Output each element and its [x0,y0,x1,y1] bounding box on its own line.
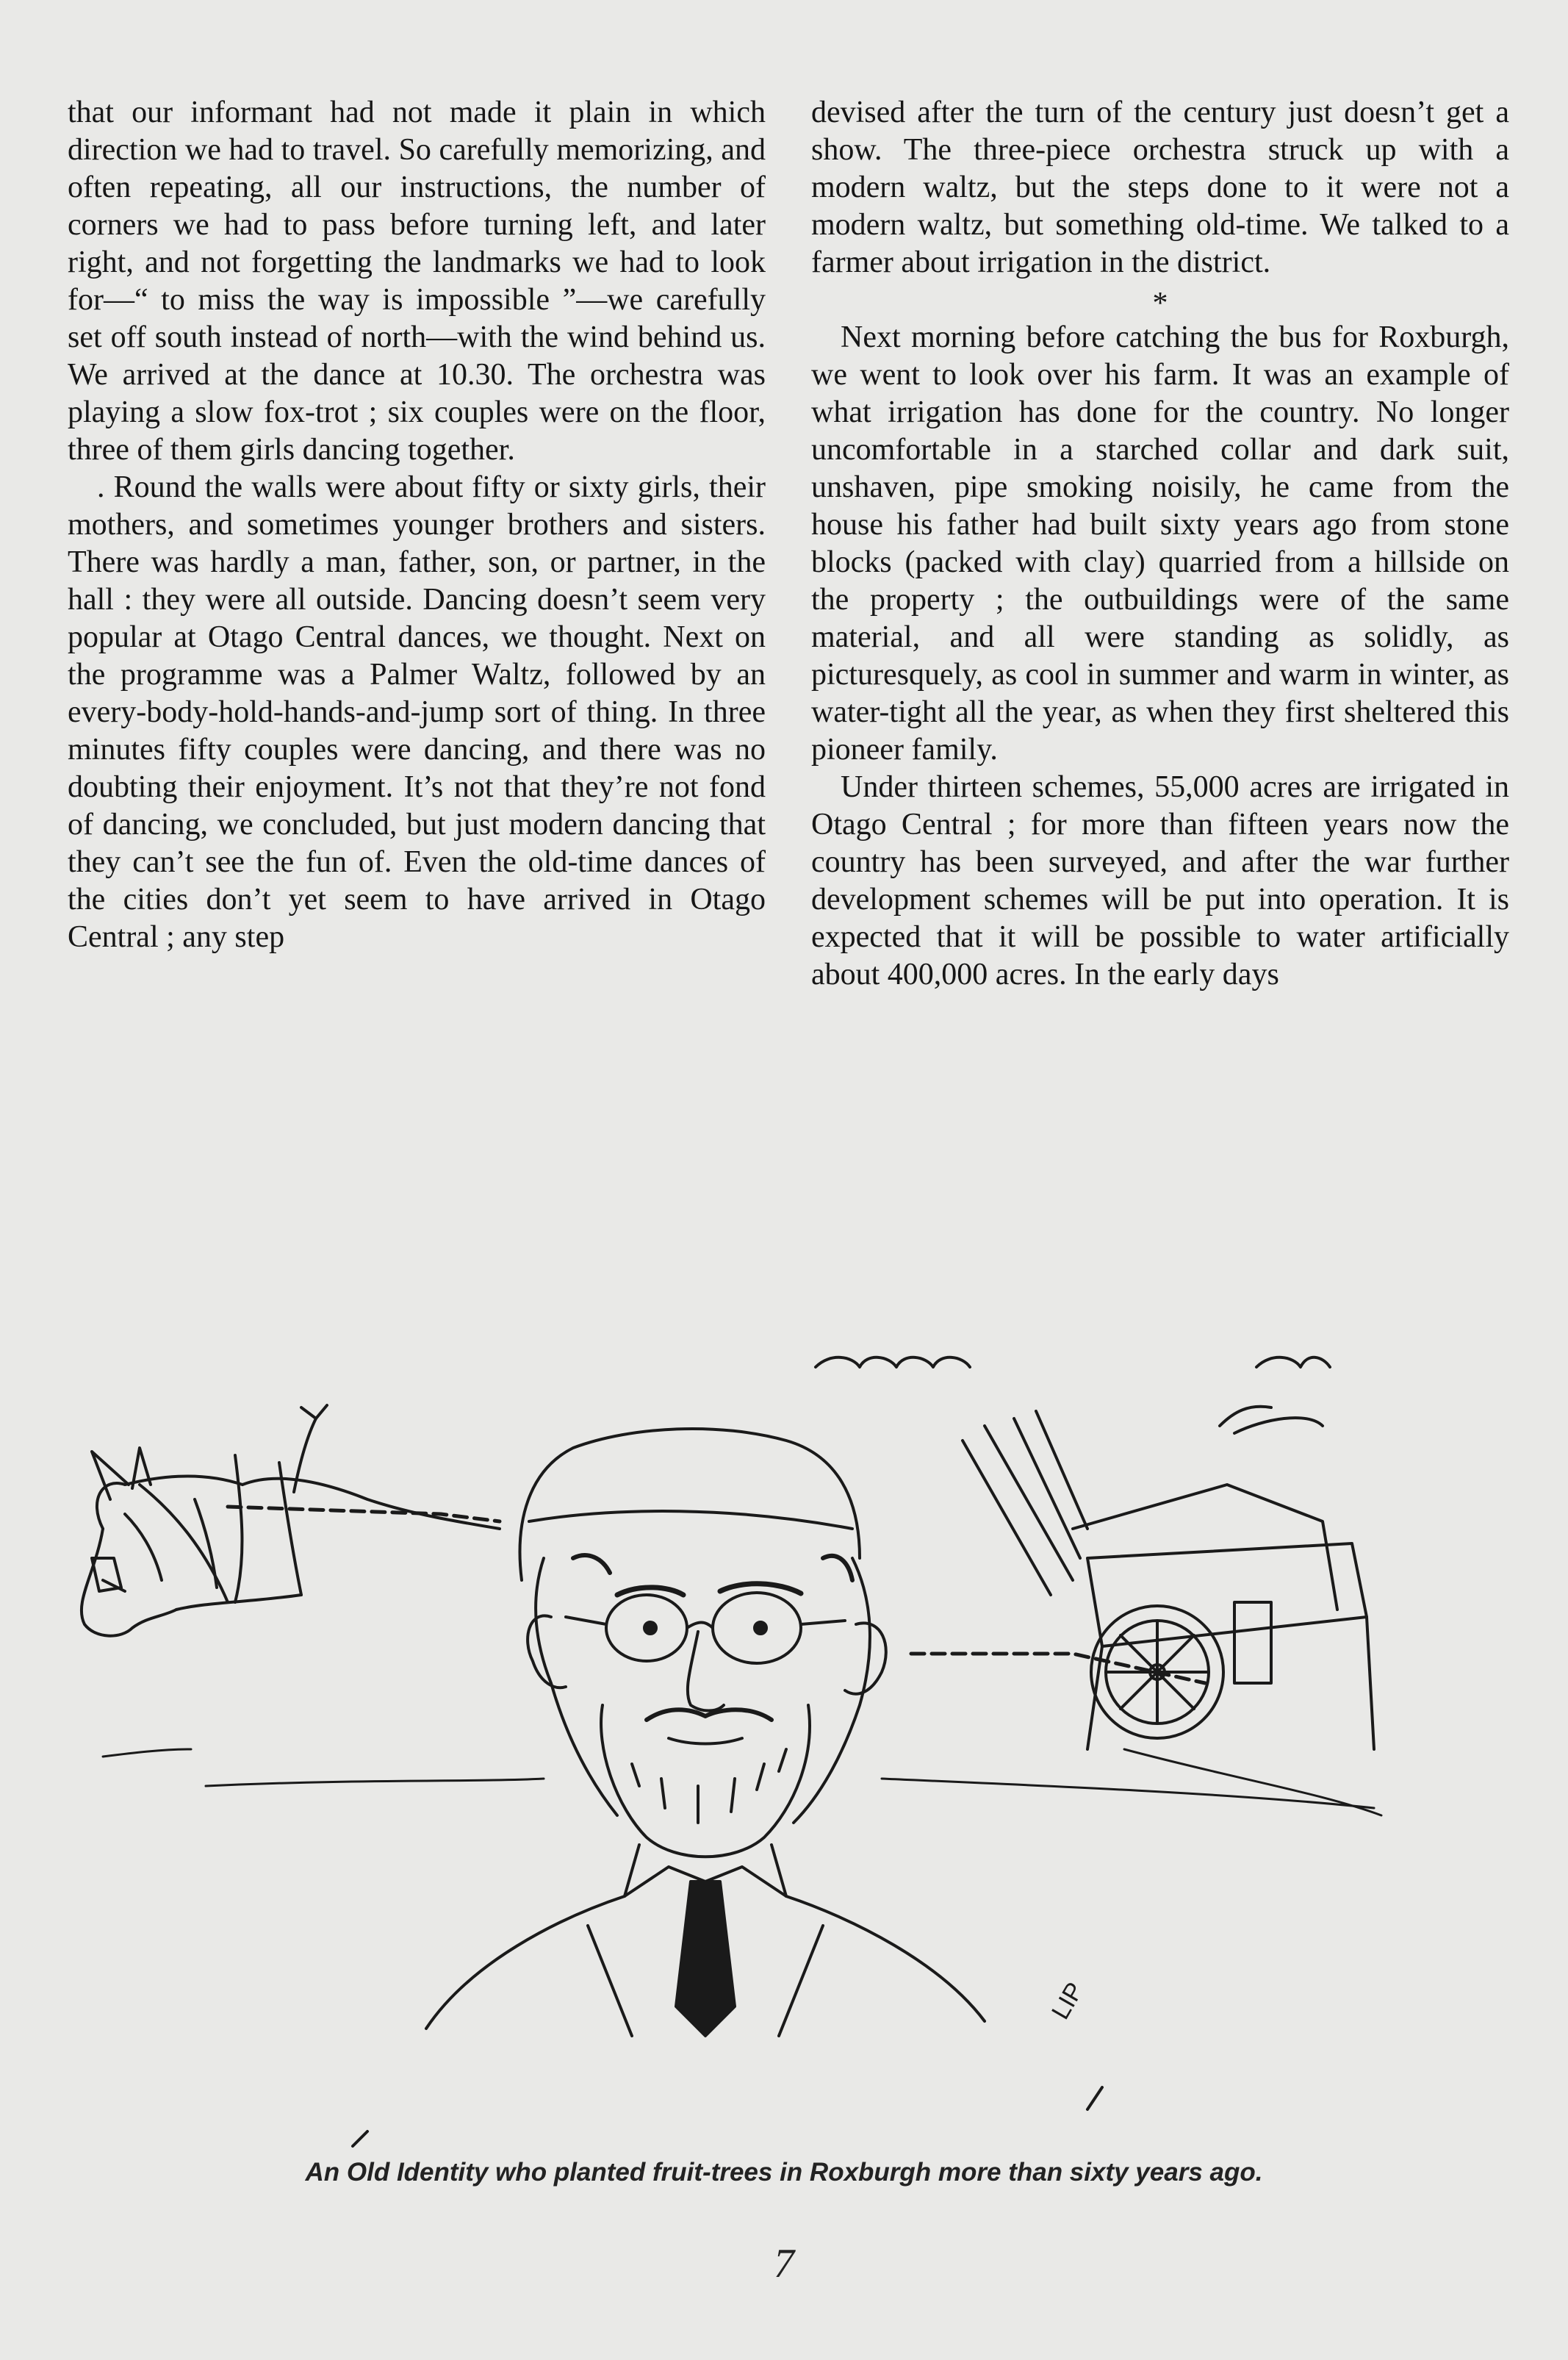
illustration-caption: An Old Identity who planted fruit-trees in Roxburgh more than sixty years ago. [305,2158,1263,2187]
right-text-column [811,94,1509,994]
horse-drawing [82,1405,500,1636]
right-paragraph-3: Under thirteen schemes, 55,000 acres are irrigated in Otago Central ; for more than fifteen years now the country has been surveyed, and after the war further development schemes will be put into operation. It is expected that it will be possible to water artificially about 400,000 acres. In the early days [811,770,1509,991]
right-paragraph-1: devised after the turn of the century just doesn’t get a show. The three-piece orchestra struck up with a modern waltz, but the steps done to it were not a modern waltz, but something old-time. We talked to a farmer about irrigation in the district. [811,96,1509,279]
artist-signature: LIP [1046,1977,1090,2024]
page-number: 7 [774,2241,794,2287]
left-paragraph-1: that our informant had not made it plain in which direction we had to travel. So carefully memorizing, and often repeating, all our instructions, the number of corners we had to pass before turning left, and later right, and not forgetting the landmarks we had to look for—“ to miss the way is impossible ”—we carefully set off south instead of north—with the wind behind us. We arrived at the dance at 10.30. The orchestra was playing a slow fox-trot ; six couples were on the floor, three of them girls dancing together. [68,96,766,467]
section-separator: * [1152,287,1168,320]
left-text-column [68,94,766,956]
cart-drawing [816,1357,1374,1749]
portrait-drawing [353,1429,1102,2146]
old-identity-illustration [59,1338,1528,2161]
right-paragraph-2: Next morning before catching the bus for Roxburgh, we went to look over his farm. It was an example of what irrigation has done for the country. No longer uncomfortable in a starched collar and dark suit, unshaven, pipe smoking noisily, he came from the house his father had built sixty years ago from stone blocks (packed with clay) quarried from a hillside on the property ; the outbuildings were of the same material, and all were standing as solidly, as picturesquely, as cool in summer and warm in winter, as water-tight all the year, as when they first sheltered this pioneer family. [811,320,1509,767]
left-paragraph-2: . Round the walls were about fifty or sixty girls, their mothers, and sometimes younger brothers and sisters. There was hardly a man, father, son, or partner, in the hall : they were all outside. Dancing doesn’t seem very popular at Otago Central dances, we thought. Next on the programme was a Palmer Waltz, followed by an every-body-hold-hands-and-jump sort of thing. In three minutes fifty couples were dancing, and there was no doubting their enjoyment. It’s not that they’re not fond of dancing, we concluded, but just modern dancing that they can’t see the fun of. Even the old-time dances of the cities don’t yet seem to have arrived in Otago Central ; any step [68,470,766,954]
horizon-lines [103,1749,1381,1815]
